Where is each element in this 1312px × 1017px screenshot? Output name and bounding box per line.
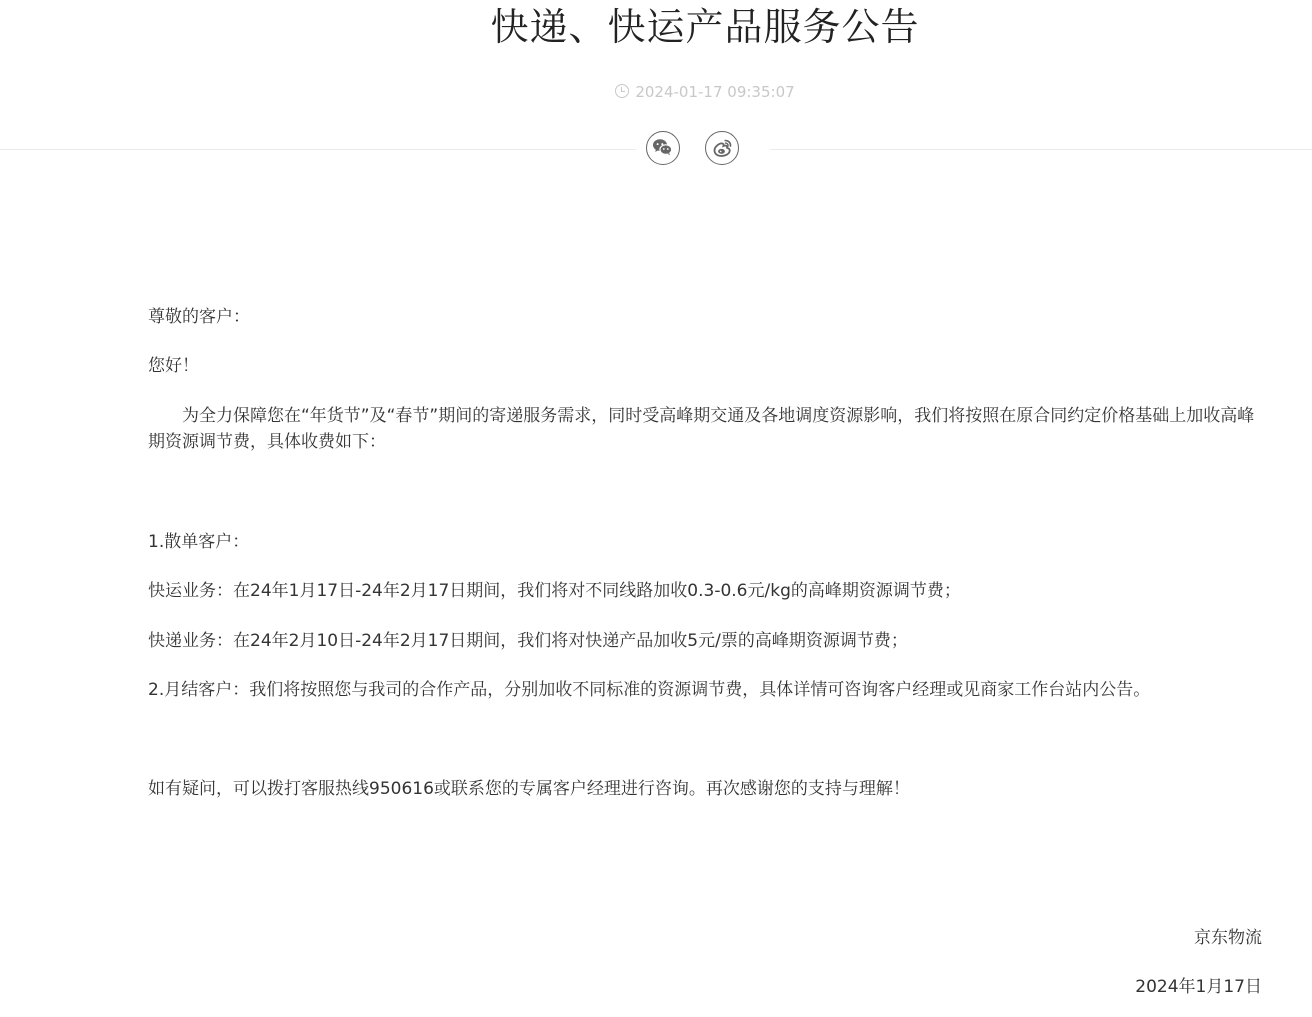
intro-paragraph: 为全力保障您在“年货节”及“春节”期间的寄递服务需求，同时受高峰期交通及各地调度资源影响，我们将按照在原合同约定价格基础上加收高峰期资源调节费，具体收费如下： <box>148 406 1255 452</box>
section1-freight: 快运业务：在24年1月17日-24年2月17日期间，我们将对不同线路加收0.3-0.6元/kg的高峰期资源调节费； <box>148 581 961 601</box>
weibo-icon <box>710 136 734 160</box>
section1-express: 快递业务：在24年2月10日-24年2月17日期间，我们将对快递产品加收5元/票的高峰期资源调节费； <box>148 631 908 651</box>
wechat-icon <box>651 136 674 159</box>
section2-monthly: 2.月结客户：我们将按照您与我司的合作产品，分别加收不同标准的资源调节费，具体详情可咨询客户经理或见商家工作台站内公告。 <box>148 680 1151 700</box>
clock-icon <box>615 84 629 98</box>
share-wechat-button[interactable] <box>646 131 680 165</box>
share-bar <box>636 130 770 168</box>
signature: 京东物流 <box>1194 928 1262 948</box>
signature-date: 2024年1月17日 <box>1135 977 1262 997</box>
greeting: 尊敬的客户： <box>148 307 250 327</box>
share-weibo-button[interactable] <box>705 131 739 165</box>
page-title: 快递、快运产品服务公告 <box>490 5 920 49</box>
publish-datetime-text: 2024-01-17 09:35:07 <box>635 83 795 101</box>
publish-datetime <box>0 82 1312 102</box>
section1-title: 1.散单客户： <box>148 532 250 552</box>
hello-line: 您好！ <box>148 356 199 376</box>
contact-line: 如有疑问，可以拨打客服热线950616或联系您的专属客户经理进行咨询。再次感谢您的支持与理解！ <box>148 779 910 799</box>
